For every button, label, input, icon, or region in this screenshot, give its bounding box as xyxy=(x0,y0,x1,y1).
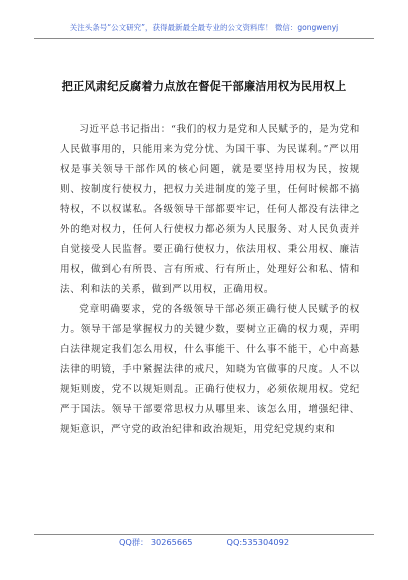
header-banner: 关注头条号“公文研究”，获得最新最全最专业的公文资料库！ 微信：gongwenyj xyxy=(69,23,339,32)
footer-divider xyxy=(34,534,374,535)
document-body xyxy=(60,120,360,440)
footer-qq-group: QQ群： 30265665 xyxy=(118,537,193,547)
header-divider xyxy=(34,38,374,39)
document-title: 把正风肃纪反腐着力点放在督促干部廉洁用权为民用权上 xyxy=(61,80,347,93)
body-paragraph-1: 习近平总书记指出：“我们的权力是党和人民赋予的，是为党和人民做事用的，只能用来为党分忧、为国干事、为民谋利。”严以用权是事关领导干部作风的核心问题，就是要坚持用权为民，按规则、按制度行使权力，把权力关进制度的笼子里，任何时候都不搞特权，不以权谋私。各级领导干部都要牢记，任何人都没有法律之外的绝对权力，任何人行使权力都必须为人民服务、对人民负责并自觉接受人民监督。要正确行使权力，依法用权、秉公用权、廉洁用权，做到心有所畏、言有所戒、行有所止，处理好公和私、情和法、利和法的关系，做到严以用权，正确用权。 xyxy=(60,124,360,295)
footer-qq: QQ:535304092 xyxy=(226,537,290,547)
body-paragraph-2: 党章明确要求，党的各级领导干部必须正确行使人民赋予的权力。领导干部是掌握权力的关键少数，要树立正确的权力观，弄明白法律规定我们怎么用权，什么事能干、什么事不能干，心中高悬法律的明镜，手中紧握法律的戒尺，知晓为官做事的尺度。人不以规矩则废，党不以规矩则乱。正确行使权力，必须依规用权。党纪严于国法。领导干部要常思权力从哪里来、该怎么用，增强纪律、规矩意识，严守党的政治纪律和政治规矩，用党纪党规约束和 xyxy=(60,304,360,435)
footer-contact xyxy=(0,537,408,548)
